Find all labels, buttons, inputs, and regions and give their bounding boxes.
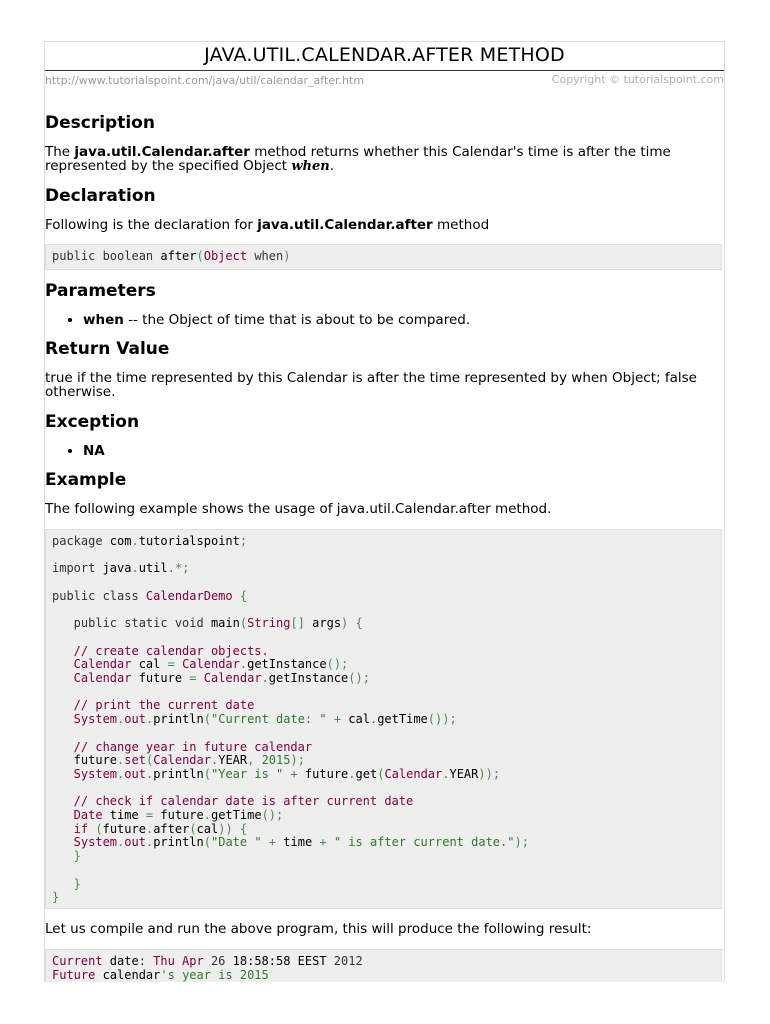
- code-token: YEAR: [218, 753, 248, 768]
- code-token: =: [138, 808, 161, 823]
- code-token: main: [210, 616, 240, 631]
- code-token: (: [203, 835, 211, 850]
- description-end: .: [329, 158, 335, 174]
- code-token: .: [145, 821, 154, 836]
- code-token: future: [52, 753, 118, 768]
- description-bold: java.util.Calendar.after: [74, 144, 250, 160]
- code-token: .: [117, 766, 125, 781]
- parameter-desc: -- the Object of time that is about to be compared.: [123, 312, 471, 328]
- parameters-list: [45, 313, 470, 327]
- code-token: );: [290, 753, 305, 768]
- code-token: System: [52, 835, 118, 850]
- code-token: +: [312, 835, 334, 850]
- code-token: .: [117, 753, 125, 768]
- code-token: }: [52, 890, 60, 905]
- code-token: []: [290, 616, 313, 631]
- code-comment: // change year in future calendar: [52, 739, 313, 754]
- page-title: JAVA.UTIL.CALENDAR.AFTER METHOD: [204, 44, 565, 66]
- code-string: " is after current date.": [333, 835, 515, 850]
- code-token: System: [52, 766, 118, 781]
- code-token: if: [52, 821, 96, 836]
- code-token: ,: [247, 753, 262, 768]
- code-token: YEAR: [449, 766, 479, 781]
- code-token: System: [52, 712, 118, 727]
- code-string: "Date ": [211, 835, 262, 850]
- code-token: println: [153, 835, 204, 850]
- code-token: ();: [326, 657, 349, 672]
- code-comment: // create calendar objects.: [52, 643, 269, 658]
- code-token: .: [210, 753, 219, 768]
- code-token: getInstance: [247, 657, 327, 672]
- declaration-heading: Declaration: [45, 186, 156, 206]
- code-token: util: [138, 561, 168, 576]
- code-token: getTime: [210, 808, 262, 823]
- code-token: (: [196, 249, 204, 263]
- output-token: Thu Apr: [153, 954, 204, 968]
- output-token: 2012: [333, 954, 363, 968]
- code-token: getInstance: [268, 671, 349, 686]
- title-divider: [45, 70, 724, 71]
- output-token: 18:58:58: [232, 954, 291, 968]
- example-code-block: [45, 529, 722, 909]
- output-code-block: [45, 949, 722, 982]
- code-token: }: [52, 876, 81, 891]
- code-token: )) {: [218, 821, 248, 836]
- code-token: after: [153, 821, 190, 836]
- list-item: [83, 444, 105, 458]
- list-item: [83, 313, 470, 327]
- code-token: future: [304, 766, 349, 781]
- code-token: (: [203, 766, 211, 781]
- exception-list: [45, 444, 105, 458]
- code-string: "Current date: ": [211, 712, 327, 727]
- code-token: out: [124, 766, 146, 781]
- code-token: getTime: [377, 712, 428, 727]
- description-post: method returns whether this Calendar's time is after the time represented by the specified Object: [45, 144, 671, 174]
- code-token: ;: [239, 534, 248, 548]
- document-page: [44, 41, 725, 982]
- code-token: time: [283, 835, 313, 850]
- code-token: (: [95, 821, 103, 836]
- declaration-code-block: [45, 244, 722, 270]
- code-token: Date: [52, 808, 103, 823]
- description-pre: The: [45, 144, 75, 160]
- code-token: public class: [52, 588, 146, 603]
- code-token: +: [326, 712, 349, 727]
- code-token: CalendarDemo: [145, 588, 233, 603]
- code-token: +: [261, 835, 284, 850]
- code-token: out: [124, 712, 146, 727]
- code-token: println: [153, 766, 204, 781]
- parameters-heading: Parameters: [45, 281, 156, 301]
- output-token: :: [138, 954, 154, 968]
- code-token: future: [131, 671, 183, 686]
- code-token: =: [182, 671, 204, 686]
- code-token: Calendar: [52, 671, 132, 686]
- code-token: .: [239, 657, 248, 672]
- output-token: 26: [203, 954, 233, 968]
- code-token: .*;: [167, 561, 190, 576]
- description-text: [45, 145, 705, 174]
- code-token: after: [160, 249, 197, 263]
- code-token: .: [348, 766, 356, 781]
- declaration-text: [45, 218, 705, 232]
- output-token: Current: [52, 954, 103, 968]
- code-token: .: [145, 766, 154, 781]
- code-token: .: [369, 712, 378, 727]
- example-outro: Let us compile and run the above program, this will produce the following result:: [45, 921, 592, 937]
- parameter-name: when: [83, 312, 124, 328]
- code-token: time: [102, 808, 139, 823]
- code-token: cal: [131, 657, 161, 672]
- code-token: com: [109, 534, 132, 548]
- source-url[interactable]: http://www.tutorialspoint.com/java/util/calendar_after.htm: [45, 74, 365, 87]
- code-token: .: [145, 712, 154, 727]
- code-token: (: [377, 766, 385, 781]
- code-token: .: [131, 561, 139, 576]
- code-token: ));: [478, 766, 501, 781]
- code-token: String: [247, 616, 291, 631]
- code-token: (: [239, 616, 248, 631]
- code-token: ());: [427, 712, 457, 727]
- description-heading: Description: [45, 113, 155, 133]
- code-token: (: [203, 712, 211, 727]
- code-token: cal: [196, 821, 219, 836]
- code-token: =: [160, 657, 183, 672]
- code-token: ): [283, 249, 291, 263]
- code-token: Calendar: [182, 657, 240, 672]
- return-value-heading: Return Value: [45, 339, 170, 359]
- code-token: public boolean: [52, 249, 161, 263]
- code-token: args: [312, 616, 342, 631]
- output-token: date: [102, 954, 139, 968]
- code-token: );: [514, 835, 529, 850]
- code-token: .: [117, 712, 125, 727]
- code-token: future: [160, 808, 204, 823]
- code-token: ();: [261, 808, 284, 823]
- code-token: .: [261, 671, 269, 686]
- declaration-post: method: [432, 217, 490, 233]
- code-token: Object: [203, 249, 248, 263]
- code-token: java: [102, 561, 132, 576]
- output-token: EEST: [290, 954, 334, 968]
- code-token: set: [124, 753, 146, 768]
- code-token: future: [102, 821, 146, 836]
- code-token: tutorialspoint: [138, 534, 240, 548]
- code-token: package: [52, 534, 110, 548]
- code-token: .: [117, 835, 125, 850]
- code-token: ();: [348, 671, 370, 686]
- declaration-pre: Following is the declaration for: [45, 217, 258, 233]
- example-intro: The following example shows the usage of java.util.Calendar.after method.: [45, 501, 552, 517]
- output-token: Future: [52, 967, 96, 982]
- exception-heading: Exception: [45, 412, 140, 432]
- code-token: Calendar: [52, 657, 132, 672]
- code-token: (: [189, 821, 197, 836]
- code-token: .: [131, 534, 139, 548]
- code-token: out: [124, 835, 146, 850]
- output-token: 's year is 2015: [160, 967, 269, 982]
- code-string: "Year is ": [211, 766, 284, 781]
- exception-item: NA: [83, 443, 105, 459]
- description-em: when: [291, 159, 330, 174]
- code-token: .: [442, 766, 450, 781]
- code-token: public static void: [52, 616, 211, 631]
- declaration-bold: java.util.Calendar.after: [257, 217, 433, 233]
- code-token: (: [145, 753, 154, 768]
- code-token: when: [247, 249, 284, 263]
- code-token: .: [145, 835, 154, 850]
- copyright-notice: Copyright © tutorialspoint.com: [551, 73, 724, 86]
- code-token: }: [52, 849, 81, 864]
- code-token: Calendar: [203, 671, 262, 686]
- return-value-text: true if the time represented by this Calendar is after the time represented by when Object; false otherwise.: [45, 370, 697, 400]
- code-token: +: [283, 766, 305, 781]
- example-heading: Example: [45, 470, 127, 490]
- code-token: import: [52, 561, 103, 576]
- code-token: cal: [348, 712, 370, 727]
- code-number: 2015: [261, 753, 291, 768]
- code-comment: // check if calendar date is after current date: [52, 794, 414, 809]
- code-token: get: [355, 766, 378, 781]
- code-comment: // print the current date: [52, 698, 255, 713]
- code-token: println: [153, 712, 204, 727]
- code-token: Calendar: [384, 766, 443, 781]
- code-token: ) {: [341, 616, 363, 631]
- code-token: Calendar: [153, 753, 211, 768]
- code-token: .: [203, 808, 211, 823]
- code-token: {: [232, 588, 248, 603]
- output-token: calendar: [95, 967, 161, 982]
